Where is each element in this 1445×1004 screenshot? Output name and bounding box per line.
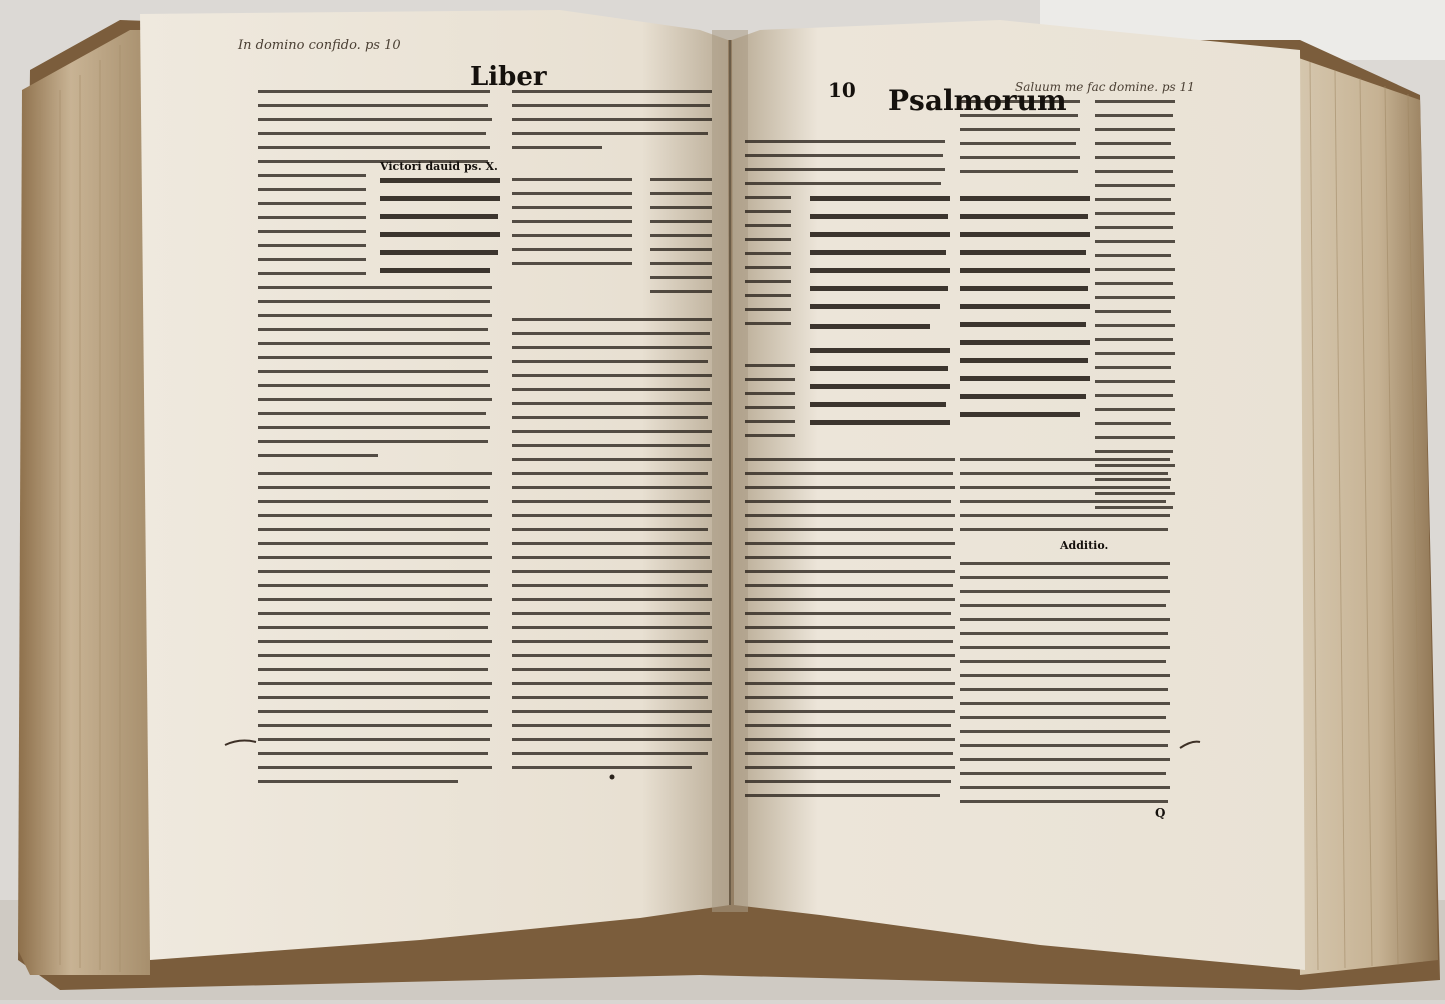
right-section-head: Additio. [1060,539,1109,552]
left-running-head: Liber [470,62,547,92]
left-marginal-note: In domino confido. ps 10 [238,38,401,53]
right-folio-number: 10 [828,78,856,102]
right-running-head: Psalmorum [888,84,1067,117]
right-marginal-note: Saluum me fac domine. ps 11 [1015,80,1195,94]
left-column-head: Victori dauid ps. X. [380,160,498,173]
right-catchword: Q [1155,806,1166,820]
